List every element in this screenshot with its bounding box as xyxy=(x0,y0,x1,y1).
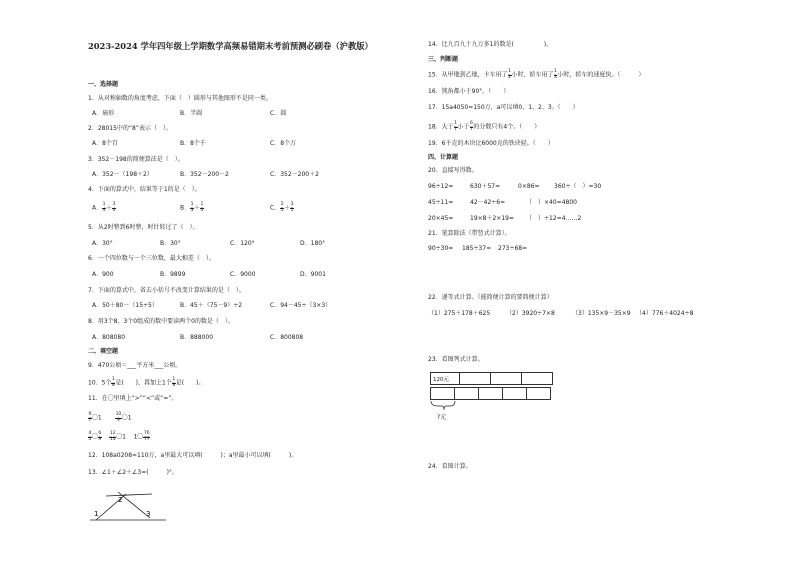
q2-option-a: A．8个百 xyxy=(92,140,118,147)
q23-segment xyxy=(491,373,522,385)
q4-option-a: A． $\frac{1}{4}$ ＋ $\frac{3}{4}$ xyxy=(92,202,116,213)
q6-option-a: A．900 xyxy=(92,271,114,278)
fraction: $\frac{1}{3}$ xyxy=(200,202,204,213)
q1-option-a: A．扇形 xyxy=(92,110,115,117)
question-9: 9．470公顷＝___平方米___公顷。 xyxy=(88,362,182,369)
fraction: $\frac{1}{8}$ xyxy=(172,377,176,388)
q3-option-c: C．352－200＋2 xyxy=(270,171,319,178)
fraction: $\frac{1}{2}$ xyxy=(508,69,512,80)
q20-item: 0×86= xyxy=(518,183,540,190)
q21-item: 273÷68= xyxy=(498,245,528,252)
fraction: $\frac{1}{7}$ xyxy=(454,121,458,132)
fraction: $\frac{1}{3}$ xyxy=(190,202,194,213)
q3-option-b: B．352－200－2 xyxy=(180,171,229,178)
fraction: $\frac{3}{5}$ xyxy=(290,202,294,213)
q23-segment xyxy=(479,388,503,400)
q22-item: （3）135×9－35×9 xyxy=(572,310,631,317)
question-11: 11．在〇里填上“>”“<”或“=”。 xyxy=(88,395,178,402)
question-13: 13．∠1＋∠2＋∠3=( )°。 xyxy=(88,469,178,476)
question-6: 6．一个四位数与一个三位数，最大相差（ ）。 xyxy=(88,255,215,262)
question-7: 7．下面的算式中，省去小括号不改变计算结果的是（ ）。 xyxy=(88,287,245,294)
q4-option-b: B． $\frac{1}{3}$ ＋ $\frac{1}{3}$ xyxy=(180,202,204,213)
q21-item: 185÷37= xyxy=(462,245,492,252)
q20-item: 20×45= xyxy=(428,215,454,222)
angle-diagram xyxy=(88,480,168,524)
question-2: 2．28015中的“8”表示（ ）。 xyxy=(88,125,172,132)
q5-option-d: D．180° xyxy=(300,240,326,247)
question-16: 16．钝角都小于90°。（ ） xyxy=(428,88,510,95)
question-21: 21．笔算除法（带竖式计算）。 xyxy=(428,230,511,237)
q20-item: 42－42÷6= xyxy=(470,199,506,206)
q1-option-b: B．半圆 xyxy=(180,110,203,117)
q2-option-b: B．8个千 xyxy=(180,140,206,147)
brace-path xyxy=(431,401,455,410)
q6-option-d: D．9001 xyxy=(300,271,326,278)
fraction: $\frac{76}{77}$ xyxy=(143,431,150,442)
q4-option-c: C． $\frac{2}{5}$ ＋ $\frac{3}{5}$ xyxy=(270,202,294,213)
q23-question-mark: ?元 xyxy=(437,414,447,421)
question-12: 12．108a0208≈110万，a里最大可以填( )；a里最小可以填( )。 xyxy=(88,452,298,459)
question-23: 23．看图列式计算。 xyxy=(428,356,484,363)
question-22: 22．递等式计算。（能简便计算的要简便计算） xyxy=(428,294,553,301)
q20-item: （ ）÷12=4……2 xyxy=(526,215,582,222)
section-calc-heading: 四、计算题 xyxy=(428,154,459,161)
q5-option-a: A．30° xyxy=(92,240,113,247)
q20-item: 96÷12= xyxy=(428,183,454,190)
q22-item: （1）275＋178＋625 xyxy=(428,310,491,317)
q20-item: 630＋57= xyxy=(470,183,501,190)
q22-item: （2）3920÷7×8 xyxy=(506,310,555,317)
q6-option-c: C．9000 xyxy=(230,271,256,278)
question-19: 19．6千克的木块比6000克的铁块轻。（ ） xyxy=(428,140,554,147)
q2-option-c: C．8个万 xyxy=(270,140,297,147)
question-15: 15．从甲地到乙地，卡车用了 $\frac{1}{2}$ 小时，轿车用了 $\frac{1}{3}$ 小时，轿车的速度快。（ ） xyxy=(428,69,645,80)
fraction: $\frac{2}{5}$ xyxy=(280,202,284,213)
fraction: $\frac{1}{8}$ xyxy=(111,377,115,388)
question-4: 4．下面的算式中，结果等于1的是（ ）。 xyxy=(88,186,201,193)
angle-label-3: 3 xyxy=(146,510,151,518)
q20-item: （ ）×40=4800 xyxy=(526,199,577,206)
fraction: $\frac{10}{9}$ xyxy=(115,412,122,423)
q20-item: 360÷（ ）=30 xyxy=(554,183,602,190)
section-choice-heading: 一、选择题 xyxy=(88,81,119,88)
section-fill-heading: 二、填空题 xyxy=(88,348,119,355)
q23-bottom-bar xyxy=(430,387,551,400)
q23-known-segment: 120元 xyxy=(431,373,460,385)
q5-option-b: B．30° xyxy=(160,240,181,247)
q8-option-c: C．800808 xyxy=(270,334,304,341)
q23-segment xyxy=(460,373,491,385)
q8-option-b: B．888000 xyxy=(180,334,214,341)
angle-label-2: 2 xyxy=(118,496,123,504)
page-title: 2023-2024 学年四年级上学期数学高频易错期末考前预测必刷卷（沪教版） xyxy=(88,41,373,51)
fraction: $\frac{9}{7}$ xyxy=(88,412,92,423)
section-judge-heading: 三、判断题 xyxy=(428,56,459,63)
q23-brace xyxy=(430,400,460,412)
q20-item: 19×8＋2×19= xyxy=(470,215,514,222)
question-17: 17．15a4050≈150万，a可以填0、1、2、3。（ ） xyxy=(428,104,579,111)
fraction: $\frac{6}{7}$ xyxy=(470,121,473,132)
question-20: 20．直接写得数。 xyxy=(428,167,478,174)
question-18: 18．大于 $\frac{1}{7}$ 小于 $\frac{6}{7}$ 的分数只有4个。（ ） xyxy=(428,121,541,132)
q22-item: （4）776＋4024÷8 xyxy=(636,310,694,317)
question-5: 5．从2时整到6时整，时针转过了（ ）。 xyxy=(88,224,199,231)
question-14: 14．比九百九十九万多1的数是( )。 xyxy=(428,41,553,48)
q6-option-b: B．9899 xyxy=(160,271,186,278)
question-8: 8．用3个8、3个0组成的数中要读两个0的数是（ ）。 xyxy=(88,318,234,325)
question-1: 1．从对称轴数的角度考虑，下面（ ）圆形与其他图形不是同一类。 xyxy=(88,95,272,102)
fraction: $\frac{12}{13}$ xyxy=(109,431,116,442)
q23-segment xyxy=(431,388,455,400)
q23-segment xyxy=(503,388,527,400)
q3-option-a: A．352－（198＋2） xyxy=(92,171,153,178)
q11-row-1: $\frac{9}{7}$ 〇1 $\frac{10}{9}$ 〇1 xyxy=(88,412,132,423)
q1-option-c: C．圆 xyxy=(270,110,287,117)
q8-option-a: A．808080 xyxy=(92,334,126,341)
q23-segment xyxy=(522,373,553,385)
q7-option-c: C．94－45÷（3×3） xyxy=(270,302,332,309)
angle-label-1: 1 xyxy=(94,510,99,518)
q11-row-2: $\frac{4}{5}$ 〇 $\frac{6}{9}$ $\frac{12}{13}$ 〇1 1〇 $\frac{76}{77}$ xyxy=(88,431,150,442)
fraction: $\frac{1}{4}$ xyxy=(102,202,106,213)
question-24: 24．看图计算。 xyxy=(428,463,472,470)
fraction: $\frac{1}{3}$ xyxy=(554,69,557,80)
q20-item: 45÷11= xyxy=(428,199,454,206)
q23-top-bar xyxy=(430,372,553,385)
fraction: $\frac{4}{5}$ xyxy=(88,431,92,442)
question-10: 10．5个 $\frac{1}{8}$ 是( )，再加上1个 $\frac{1}{8}$ 是( )。 xyxy=(88,377,205,388)
fraction: $\frac{6}{9}$ xyxy=(98,431,102,442)
q23-segment xyxy=(455,388,479,400)
q7-option-a: A．50＋80－（15÷5） xyxy=(92,302,158,309)
top-line xyxy=(106,494,152,496)
q5-option-c: C．120° xyxy=(230,240,255,247)
question-3: 3．352－198的简便算法是（ ）。 xyxy=(88,156,184,163)
q21-item: 90÷30= xyxy=(428,245,454,252)
fraction: $\frac{3}{4}$ xyxy=(112,202,116,213)
q23-segment xyxy=(527,388,551,400)
q7-option-b: B．45＋（75－9）÷2 xyxy=(180,302,243,309)
